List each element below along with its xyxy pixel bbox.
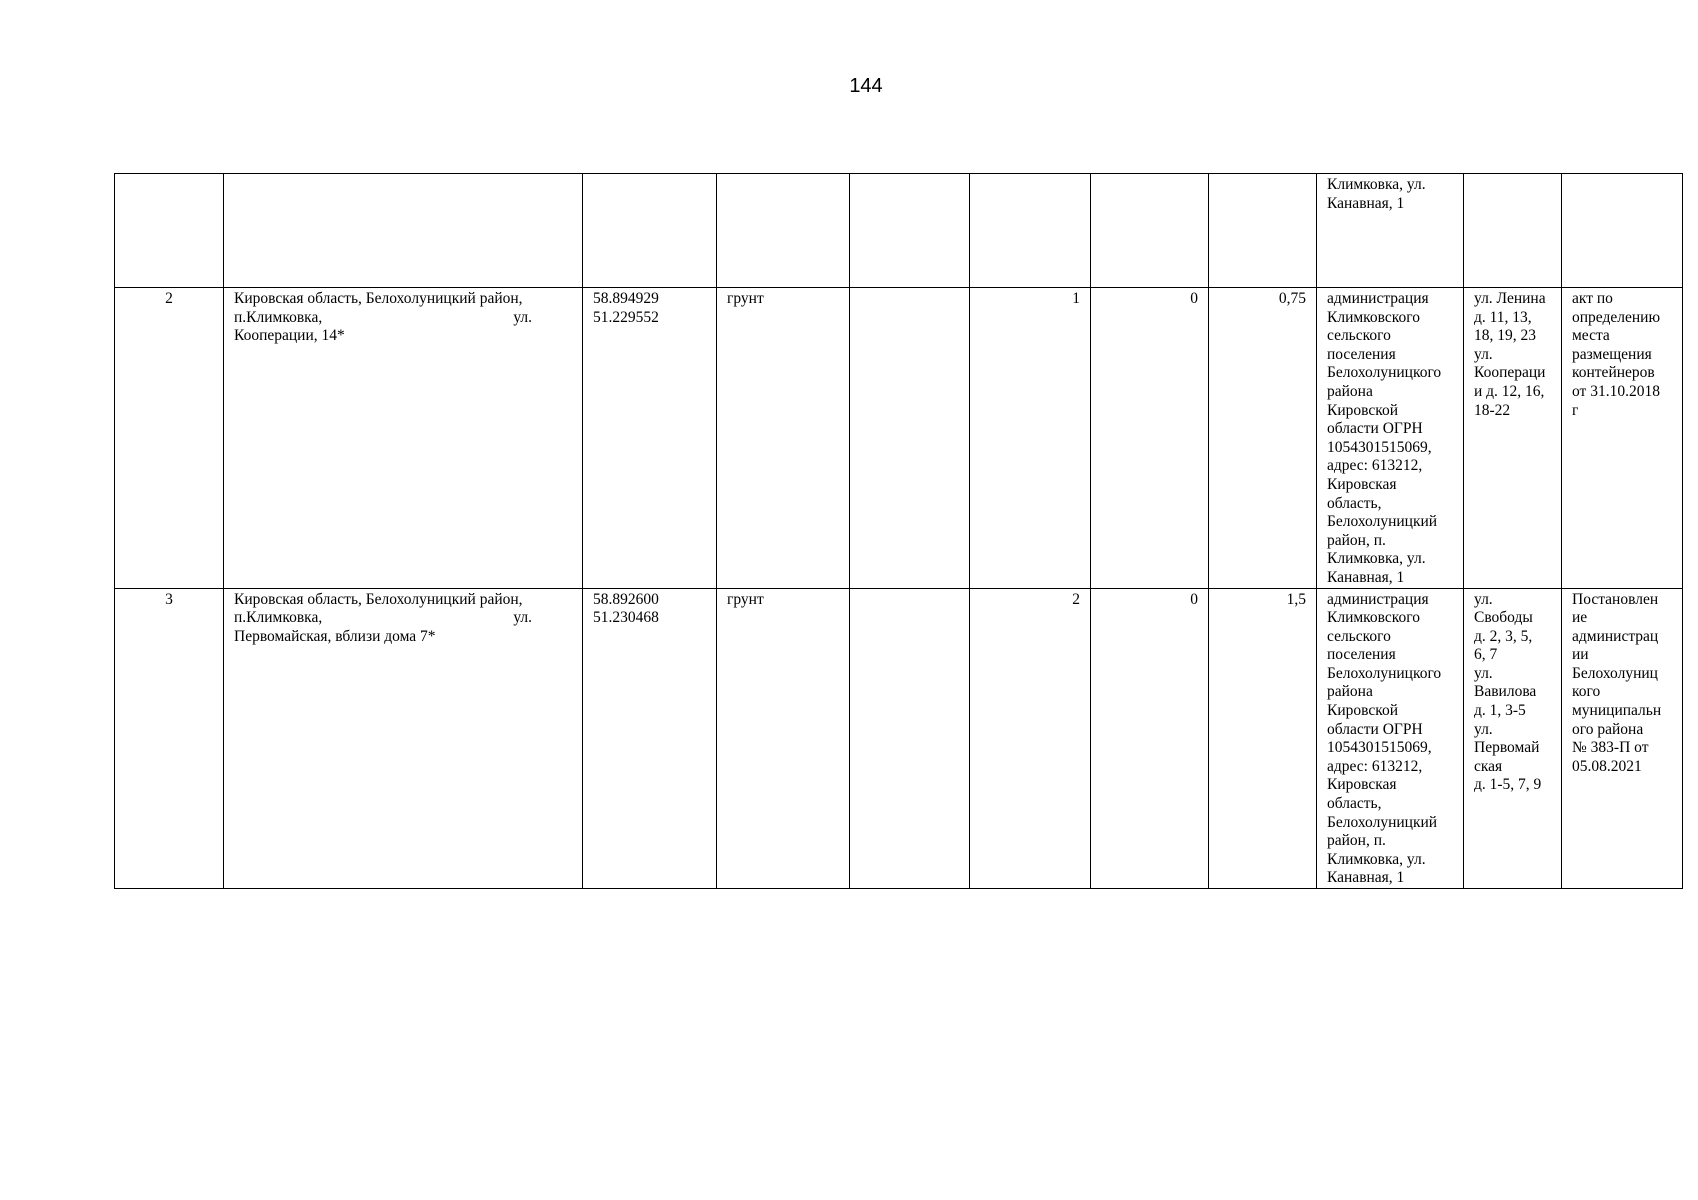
owner-line: Климковского	[1327, 609, 1420, 627]
owner-line: сельского	[1327, 327, 1391, 345]
surface-cell: грунт	[717, 288, 850, 589]
waste-sources-cell	[1464, 288, 1562, 589]
owner-line: Канавная, 1	[1327, 869, 1405, 887]
owner-line: Канавная, 1	[1327, 194, 1405, 212]
basis-line: муниципальн	[1572, 702, 1662, 720]
planned-containers-cell	[1091, 174, 1209, 288]
owner-line: Белохолуницкого	[1327, 364, 1442, 382]
source-line: д. 2, 3, 5,	[1474, 627, 1533, 645]
page-number: 144	[849, 75, 883, 97]
address-line: Кировская область, Белохолуницкий район,	[234, 590, 523, 608]
basis-line: акт по	[1572, 290, 1613, 307]
waste-sources-cell	[1464, 588, 1562, 889]
basis-document-cell	[1562, 588, 1683, 889]
owner-line: администрация	[1327, 290, 1429, 307]
owner-line: Канавная, 1	[1327, 568, 1405, 586]
source-line: ская	[1474, 757, 1503, 775]
planned-containers-cell: 0	[1091, 288, 1209, 589]
basis-line: ии	[1572, 646, 1589, 664]
owner-line: Белохолуницкий	[1327, 513, 1438, 531]
latitude: 58.894929	[593, 290, 659, 307]
source-line: 18, 19, 23	[1474, 327, 1536, 345]
table-row	[115, 588, 1683, 889]
table-row	[115, 174, 1683, 288]
basis-line: 05.08.2021	[1572, 757, 1642, 775]
containers-count-cell: 2	[970, 588, 1091, 889]
basis-line: ие	[1572, 609, 1588, 627]
source-line: Вавилова	[1474, 683, 1537, 701]
table-row	[115, 288, 1683, 589]
owner-line: адрес: 613212,	[1327, 457, 1423, 475]
source-line: ул. Ленина	[1474, 290, 1546, 307]
owner-line: области ОГРН	[1327, 420, 1423, 438]
basis-document-cell	[1562, 288, 1683, 589]
containers-count-cell	[970, 174, 1091, 288]
address-line: Первомайская, вблизи дома 7*	[234, 627, 436, 645]
address-line: Кировская область, Белохолуницкий район,	[234, 290, 523, 307]
basis-line: кого	[1572, 683, 1601, 701]
basis-line: № 383-П от	[1572, 739, 1649, 757]
owner-line: Кировская	[1327, 475, 1397, 493]
source-line: д. 1-5, 7, 9	[1474, 776, 1542, 794]
source-line: ул.	[1474, 345, 1493, 363]
basis-document-cell	[1562, 174, 1683, 288]
longitude: 51.230468	[593, 609, 659, 627]
source-line: Свободы	[1474, 609, 1533, 627]
owner-line: область,	[1327, 795, 1382, 813]
owner-line: район, п.	[1327, 832, 1386, 850]
surface-cell: грунт	[717, 588, 850, 889]
source-line: ул.	[1474, 720, 1493, 738]
owner-line: 1054301515069,	[1327, 438, 1432, 456]
area-cell	[850, 288, 970, 589]
address-settlement: п.Климковка,	[234, 609, 323, 627]
containers-count-cell: 1	[970, 288, 1091, 589]
source-line: ул.	[1474, 664, 1493, 682]
source-line: и д. 12, 16,	[1474, 382, 1545, 400]
area-cell	[850, 588, 970, 889]
source-line: 6, 7	[1474, 646, 1498, 664]
source-line: д. 11, 13,	[1474, 308, 1532, 326]
address-cell	[224, 588, 583, 889]
volume-cell: 0,75	[1209, 288, 1317, 589]
basis-line: контейнеров	[1572, 364, 1655, 382]
source-line: д. 1, 3-5	[1474, 702, 1526, 720]
basis-line: Постановлен	[1572, 590, 1659, 608]
address-cell	[224, 288, 583, 589]
basis-line: от 31.10.2018	[1572, 382, 1660, 400]
owner-line: области ОГРН	[1327, 720, 1423, 738]
owner-cell	[1317, 174, 1464, 288]
owner-line: Кировской	[1327, 702, 1399, 720]
owner-line: района	[1327, 683, 1373, 701]
source-line: Первомай	[1474, 739, 1540, 757]
owner-line: Кировской	[1327, 401, 1399, 419]
source-line: 18-22	[1474, 401, 1511, 419]
owner-line: администрация	[1327, 590, 1429, 608]
address-line	[234, 309, 572, 328]
owner-line: Белохолуницкого	[1327, 664, 1442, 682]
coordinates-cell	[583, 588, 717, 889]
owner-cell	[1317, 288, 1464, 589]
row-number-cell	[115, 174, 224, 288]
basis-line: Белохолуниц	[1572, 664, 1658, 682]
planned-containers-cell: 0	[1091, 588, 1209, 889]
owner-line: поселения	[1327, 345, 1396, 363]
owner-line: поселения	[1327, 646, 1396, 664]
owner-line: район, п.	[1327, 531, 1386, 549]
owner-line: Климковка, ул.	[1327, 550, 1426, 568]
address-street-prefix: ул.	[513, 609, 532, 627]
basis-line: администрац	[1572, 627, 1659, 645]
owner-cell	[1317, 588, 1464, 889]
source-line: ул.	[1474, 590, 1493, 608]
basis-line: размещения	[1572, 345, 1652, 363]
container-sites-table	[114, 173, 1683, 889]
owner-line: 1054301515069,	[1327, 739, 1432, 757]
owner-line: Климковка, ул.	[1327, 176, 1426, 193]
owner-line: Климковского	[1327, 308, 1420, 326]
basis-line: ого района	[1572, 720, 1644, 738]
owner-line: Белохолуницкий	[1327, 813, 1438, 831]
volume-cell: 1,5	[1209, 588, 1317, 889]
latitude: 58.892600	[593, 590, 659, 608]
surface-cell	[717, 174, 850, 288]
address-street-prefix: ул.	[513, 308, 532, 326]
address-line	[234, 609, 572, 628]
row-number-cell: 3	[115, 588, 224, 889]
owner-line: область,	[1327, 494, 1382, 512]
owner-line: Климковка, ул.	[1327, 850, 1426, 868]
coordinates-cell	[583, 288, 717, 589]
address-cell	[224, 174, 583, 288]
longitude: 51.229552	[593, 308, 659, 326]
coordinates-cell	[583, 174, 717, 288]
area-cell	[850, 174, 970, 288]
owner-line: адрес: 613212,	[1327, 757, 1423, 775]
address-line: Кооперации, 14*	[234, 327, 345, 345]
basis-line: г	[1572, 401, 1579, 419]
waste-sources-cell	[1464, 174, 1562, 288]
address-settlement: п.Климковка,	[234, 308, 323, 326]
row-number-cell: 2	[115, 288, 224, 589]
volume-cell	[1209, 174, 1317, 288]
source-line: Коопераци	[1474, 364, 1546, 382]
owner-line: района	[1327, 382, 1373, 400]
owner-line: сельского	[1327, 627, 1391, 645]
basis-line: определению	[1572, 308, 1661, 326]
owner-line: Кировская	[1327, 776, 1397, 794]
basis-line: места	[1572, 327, 1610, 345]
